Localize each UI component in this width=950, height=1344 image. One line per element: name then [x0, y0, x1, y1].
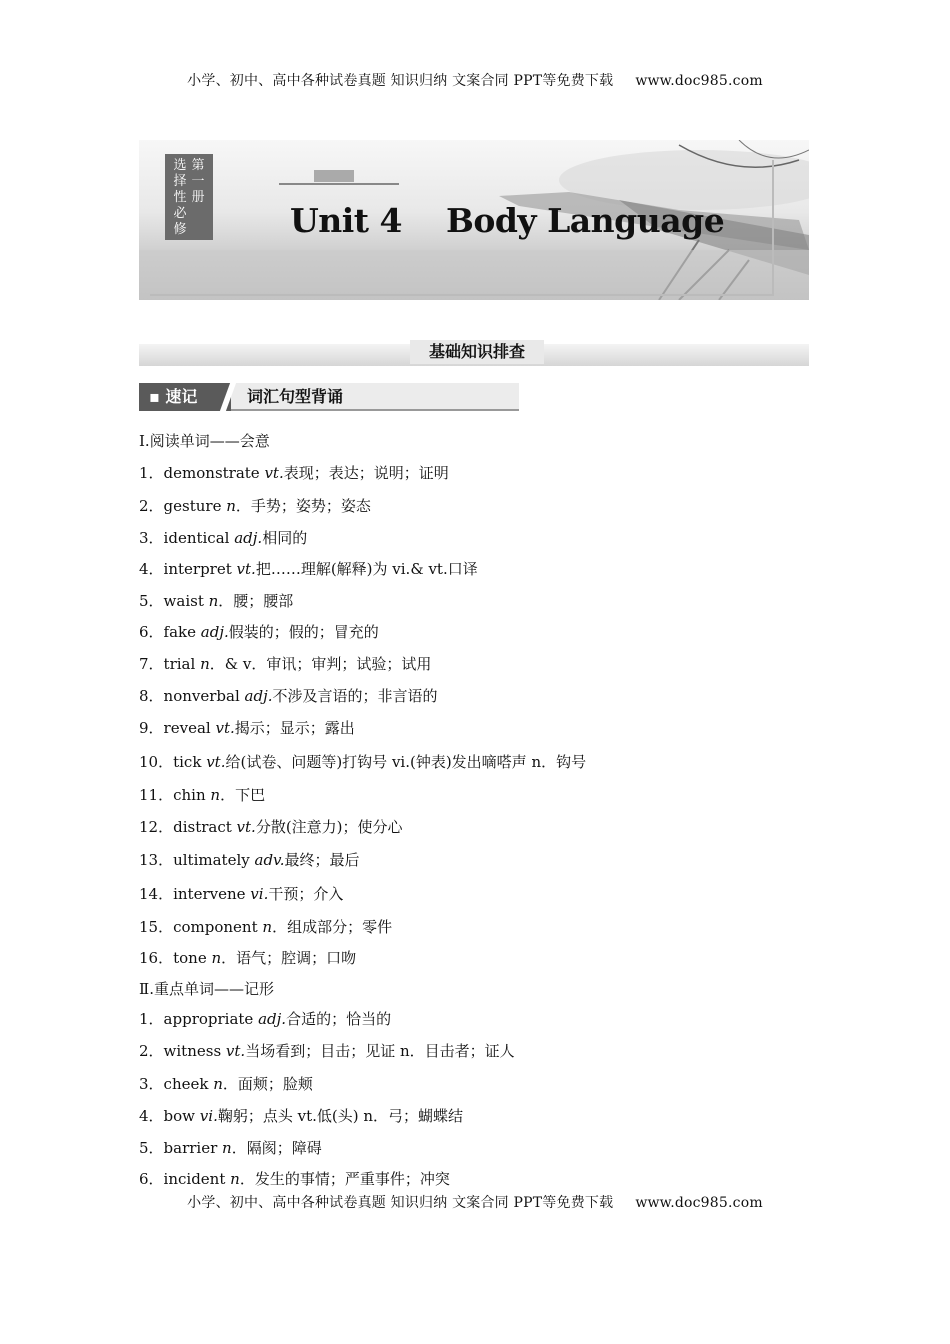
vocab-pos: vt.	[215, 719, 235, 737]
vocab-meaning: ．面颊；脸颊	[222, 1075, 313, 1093]
vocab-pos: adj.	[234, 529, 263, 547]
vocab-meaning: ．语气；腔调；口吻	[221, 949, 357, 967]
vocab-word: incident	[163, 1170, 231, 1188]
vocab-word: waist	[163, 592, 209, 610]
vocab-item	[139, 590, 293, 611]
vocab-number: 7．	[139, 655, 164, 673]
vocab-word: bow	[163, 1107, 200, 1125]
vocab-pos: adj.	[244, 687, 273, 705]
vocab-word: intervene	[173, 885, 251, 903]
vocab-item	[139, 1040, 515, 1061]
vocab-word: component	[173, 918, 263, 936]
vocab-meaning: ．下巴	[220, 786, 266, 804]
vocab-item	[139, 849, 360, 870]
vocab-pos: n	[213, 1075, 223, 1093]
vocab-word: cheek	[163, 1075, 214, 1093]
vocab-meaning: 揭示；显示；露出	[234, 719, 355, 737]
header-text: 小学、初中、高中各种试卷真题 知识归纳 文案合同 PPT等免费下载	[187, 73, 614, 89]
vocab-word: identical	[163, 529, 235, 547]
vocab-meaning: ．隔阂；障碍	[231, 1139, 322, 1157]
vocab-number: 2．	[139, 1042, 164, 1060]
banner-frame-right	[772, 160, 774, 296]
vocab-item	[139, 947, 356, 968]
vocab-item	[139, 462, 449, 483]
vocab-item	[139, 685, 438, 706]
page-footer	[0, 1192, 950, 1212]
vocab-number: 13．	[139, 851, 174, 869]
vocab-word: ultimately	[173, 851, 255, 869]
vocab-meaning: ．组成部分；零件	[272, 918, 393, 936]
vocab-pos: n	[230, 1170, 240, 1188]
vocab-meaning: 假装的；假的；冒充的	[228, 623, 379, 641]
vocab-number: 2．	[139, 497, 164, 515]
vocab-number: 16．	[139, 949, 174, 967]
vocab-number: 15．	[139, 918, 174, 936]
vocab-pos: vt.	[236, 818, 256, 836]
vocab-pos: n	[211, 949, 222, 967]
vocab-pos: vt.	[236, 560, 256, 578]
vocab-number: 6．	[139, 1170, 164, 1188]
textbook-tag	[165, 154, 213, 240]
vocab-word: demonstrate	[163, 464, 265, 482]
vocab-item	[139, 816, 403, 837]
vocab-number: 11．	[139, 786, 174, 804]
vocab-word: appropriate	[163, 1010, 259, 1028]
vocab-item	[139, 883, 343, 904]
vocab-meaning: ．发生的事情；严重事件；冲突	[239, 1170, 450, 1188]
vocab-pos: adj.	[258, 1010, 287, 1028]
vocab-word: trial	[163, 655, 201, 673]
vocab-pos: vi.	[199, 1107, 218, 1125]
vocab-number: 3．	[139, 1075, 164, 1093]
vocab-word: nonverbal	[163, 687, 245, 705]
vocab-pos: n	[262, 918, 273, 936]
vocab-word: witness	[163, 1042, 226, 1060]
vocab-number: 4．	[139, 560, 164, 578]
vocab-item	[139, 751, 586, 772]
vocab-word: barrier	[163, 1139, 223, 1157]
vocab-number: 14．	[139, 885, 174, 903]
vocab-number: 10．	[139, 753, 174, 771]
vocab-meaning: 当场看到；目击；见证 n．目击者；证人	[245, 1042, 515, 1060]
vocab-number: 12．	[139, 818, 174, 836]
sub-section-label: ▪ 速记	[139, 383, 231, 411]
vocab-meaning: 最终；最后	[284, 851, 360, 869]
vocab-meaning: ．& v．审讯；审判；试验；试用	[209, 655, 432, 673]
tag-column-2: 第一册	[191, 158, 205, 205]
vocab-word: tone	[173, 949, 212, 967]
vocab-pos: n	[222, 1139, 232, 1157]
vocab-pos: adv.	[254, 851, 285, 869]
vocab-pos: n	[208, 592, 219, 610]
vocab-pos: n	[226, 497, 236, 515]
vocab-pos: vt.	[264, 464, 284, 482]
part2-heading: Ⅱ.重点单词——记形	[139, 980, 274, 998]
vocab-pos: adj.	[200, 623, 229, 641]
vocab-item	[139, 558, 478, 579]
vocab-word: fake	[163, 623, 201, 641]
vocab-meaning: 鞠躬；点头 vt.低(头) n．弓；蝴蝶结	[217, 1107, 464, 1125]
vocab-item	[139, 621, 379, 642]
vocab-word: chin	[173, 786, 211, 804]
vocab-pos: n	[200, 655, 210, 673]
page-header	[0, 70, 950, 90]
vocab-item	[139, 653, 431, 674]
vocab-number: 9．	[139, 719, 164, 737]
part1-heading: Ⅰ.阅读单词——会意	[139, 432, 270, 450]
vocab-meaning: 相同的	[262, 529, 308, 547]
footer-site: www.doc985.com	[635, 1195, 763, 1211]
vocab-meaning: 表现；表达；说明；证明	[283, 464, 449, 482]
vocab-number: 5．	[139, 1139, 164, 1157]
vocab-number: 4．	[139, 1107, 164, 1125]
vocab-item	[139, 1168, 450, 1189]
header-site: www.doc985.com	[635, 73, 763, 89]
vocab-number: 8．	[139, 687, 164, 705]
vocab-number: 3．	[139, 529, 164, 547]
vocab-item	[139, 527, 307, 548]
vocab-meaning: ．腰；腰部	[218, 592, 294, 610]
vocab-meaning: 分散(注意力)；使分心	[255, 818, 403, 836]
section-title: 基础知识排查	[410, 340, 544, 364]
vocab-meaning: 不涉及言语的；非言语的	[272, 687, 438, 705]
vocab-item	[139, 916, 392, 937]
sub-section-title: 词汇句型背诵	[223, 383, 519, 411]
vocab-item	[139, 1137, 322, 1158]
tag-column-1: 选择性必修	[173, 158, 187, 237]
vocab-meaning: 合适的；恰当的	[286, 1010, 392, 1028]
vocab-pos: n	[210, 786, 221, 804]
banner-frame-bottom	[150, 294, 774, 296]
vocab-word: reveal	[163, 719, 216, 737]
vocab-meaning: 给(试卷、问题等)打钩号 vi.(钟表)发出嘀嗒声 n．钩号	[225, 753, 587, 771]
vocab-item	[139, 1073, 313, 1094]
vocab-word: gesture	[163, 497, 227, 515]
unit-title: Unit 4 Body Language	[290, 201, 725, 240]
vocab-item	[139, 717, 355, 738]
vocab-word: interpret	[163, 560, 237, 578]
vocab-pos: vt.	[225, 1042, 246, 1060]
vocab-meaning: ．手势；姿势；姿态	[235, 497, 371, 515]
vocab-meaning: 把……理解(解释)为 vi.& vt.口译	[255, 560, 478, 578]
vocab-pos: vi.	[250, 885, 269, 903]
vocab-number: 1．	[139, 464, 164, 482]
vocab-word: distract	[173, 818, 237, 836]
vocab-item	[139, 1105, 463, 1126]
vocab-item	[139, 1008, 391, 1029]
vocab-meaning: 干预；介入	[268, 885, 344, 903]
vocab-number: 1．	[139, 1010, 164, 1028]
footer-text: 小学、初中、高中各种试卷真题 知识归纳 文案合同 PPT等免费下载	[187, 1195, 614, 1211]
vocab-number: 5．	[139, 592, 164, 610]
vocab-item	[139, 784, 265, 805]
sub-section-bar	[139, 383, 519, 411]
vocab-item	[139, 495, 371, 516]
vocab-pos: vt.	[206, 753, 226, 771]
vocab-word: tick	[173, 753, 207, 771]
vocab-number: 6．	[139, 623, 164, 641]
